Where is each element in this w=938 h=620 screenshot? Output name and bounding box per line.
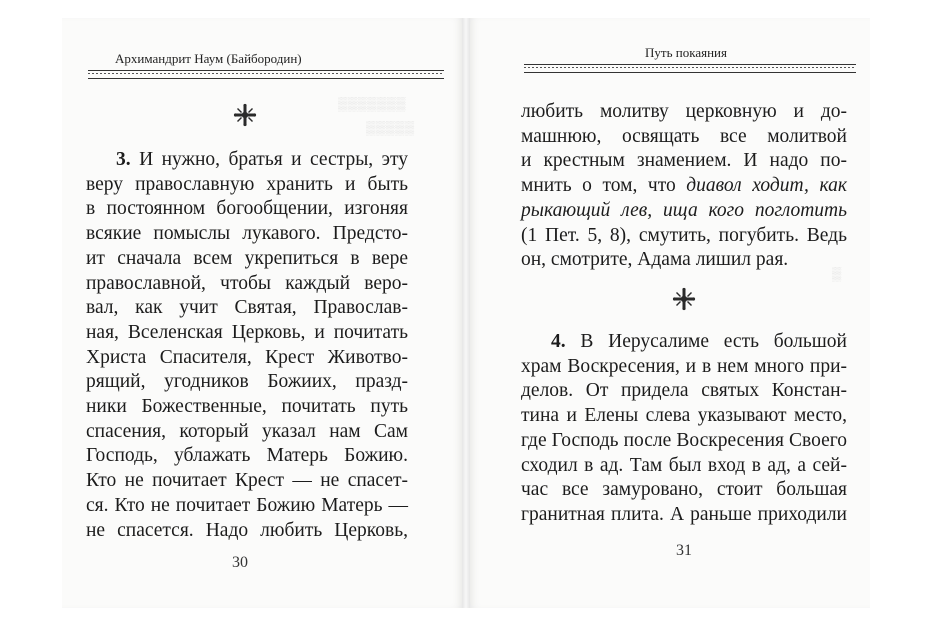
text-line: православной, чтобы каждый веро- <box>86 272 408 294</box>
text-line: 4. В Иерусалиме есть большой <box>551 331 847 352</box>
right-running-head: Путь покаяния <box>645 45 727 60</box>
right-page-number: 31 <box>676 542 692 559</box>
text-line: любить молитву церковную и до- <box>521 101 847 122</box>
show-through-text: ▒ <box>832 266 842 281</box>
text-line: ная, Вселенская Церковь, и почитать <box>86 321 408 343</box>
text-line: 3. И нужно, братья и сестры, эту <box>116 149 408 170</box>
text-line: где Господь после Воскресения Своего <box>521 429 847 451</box>
left-body-text <box>86 148 408 543</box>
right-header-rule <box>524 64 856 73</box>
text-line: Христа Спасителя, Крест Животво- <box>86 346 408 368</box>
show-through-text: ▒▒▒▒▒ <box>366 120 415 135</box>
text-line: и крестным знамением. И надо по- <box>521 150 847 172</box>
section-number: 3. <box>116 149 131 170</box>
right-body-text-top <box>521 100 847 273</box>
text-line: не спасется. Надо любить Церковь, <box>86 519 408 541</box>
text-line: спасения, который указал нам Сам <box>86 420 408 442</box>
right-body-text-bottom <box>521 330 847 528</box>
text-line: сходил в ад. Там был вход в ад, а сей- <box>521 454 847 476</box>
cross-ornament-icon <box>672 287 696 311</box>
italic-quote: диавол ходит, как <box>686 175 847 197</box>
text-line: делов. От придела святых Констан- <box>521 380 847 402</box>
text-line <box>521 199 847 224</box>
left-page-number: 30 <box>232 554 248 571</box>
left-running-head: Архимандрит Наум (Байбородин) <box>115 51 302 66</box>
text-line: он, смотрите, Адама лишил рая. <box>521 249 789 271</box>
text-line: Господь, ублажать Матерь Божию. <box>86 445 408 467</box>
text-line: в постоянном богообщении, изгоняя <box>86 198 408 220</box>
text-line: ит сначала всем укрепиться в вере <box>86 247 408 269</box>
text-line: (1 Пет. 5, 8), смутить, погубить. Ведь <box>521 224 847 246</box>
book-gutter <box>462 18 470 608</box>
text-line: ся. Кто не почитает Божию Матерь — <box>86 494 408 516</box>
text-line: Кто не почитает Крест — не спасет- <box>86 470 408 492</box>
text-line: гранитная плита. А раньше приходили <box>521 503 847 525</box>
text-line: храм Воскресения, и в нем много при- <box>521 355 847 377</box>
text-line: ники Божественные, почитать путь <box>86 396 408 418</box>
left-header-rule <box>88 70 444 79</box>
text-line: машнюю, освящать все молитвой <box>521 125 847 147</box>
cross-ornament-icon <box>233 103 257 127</box>
section-number: 4. <box>551 331 566 352</box>
text-line: тина и Елены слева указывают место, <box>521 405 847 427</box>
text-line: всякие помыслы лукавого. Предсто- <box>86 223 408 245</box>
text-line: веру православную хранить и быть <box>86 173 408 195</box>
text-line: час все замуровано, стоит большая <box>521 479 847 501</box>
text-line: вал, как учит Святая, Православ- <box>86 297 408 319</box>
text-line: мнить о том, что диавол ходит, как <box>521 175 847 197</box>
text-line: рящий, угодников Божиих, празд- <box>86 371 408 393</box>
show-through-text: ▒▒▒▒▒▒▒ <box>338 96 406 111</box>
italic-quote: рыкающий лев, ища кого поглотить <box>521 199 847 221</box>
